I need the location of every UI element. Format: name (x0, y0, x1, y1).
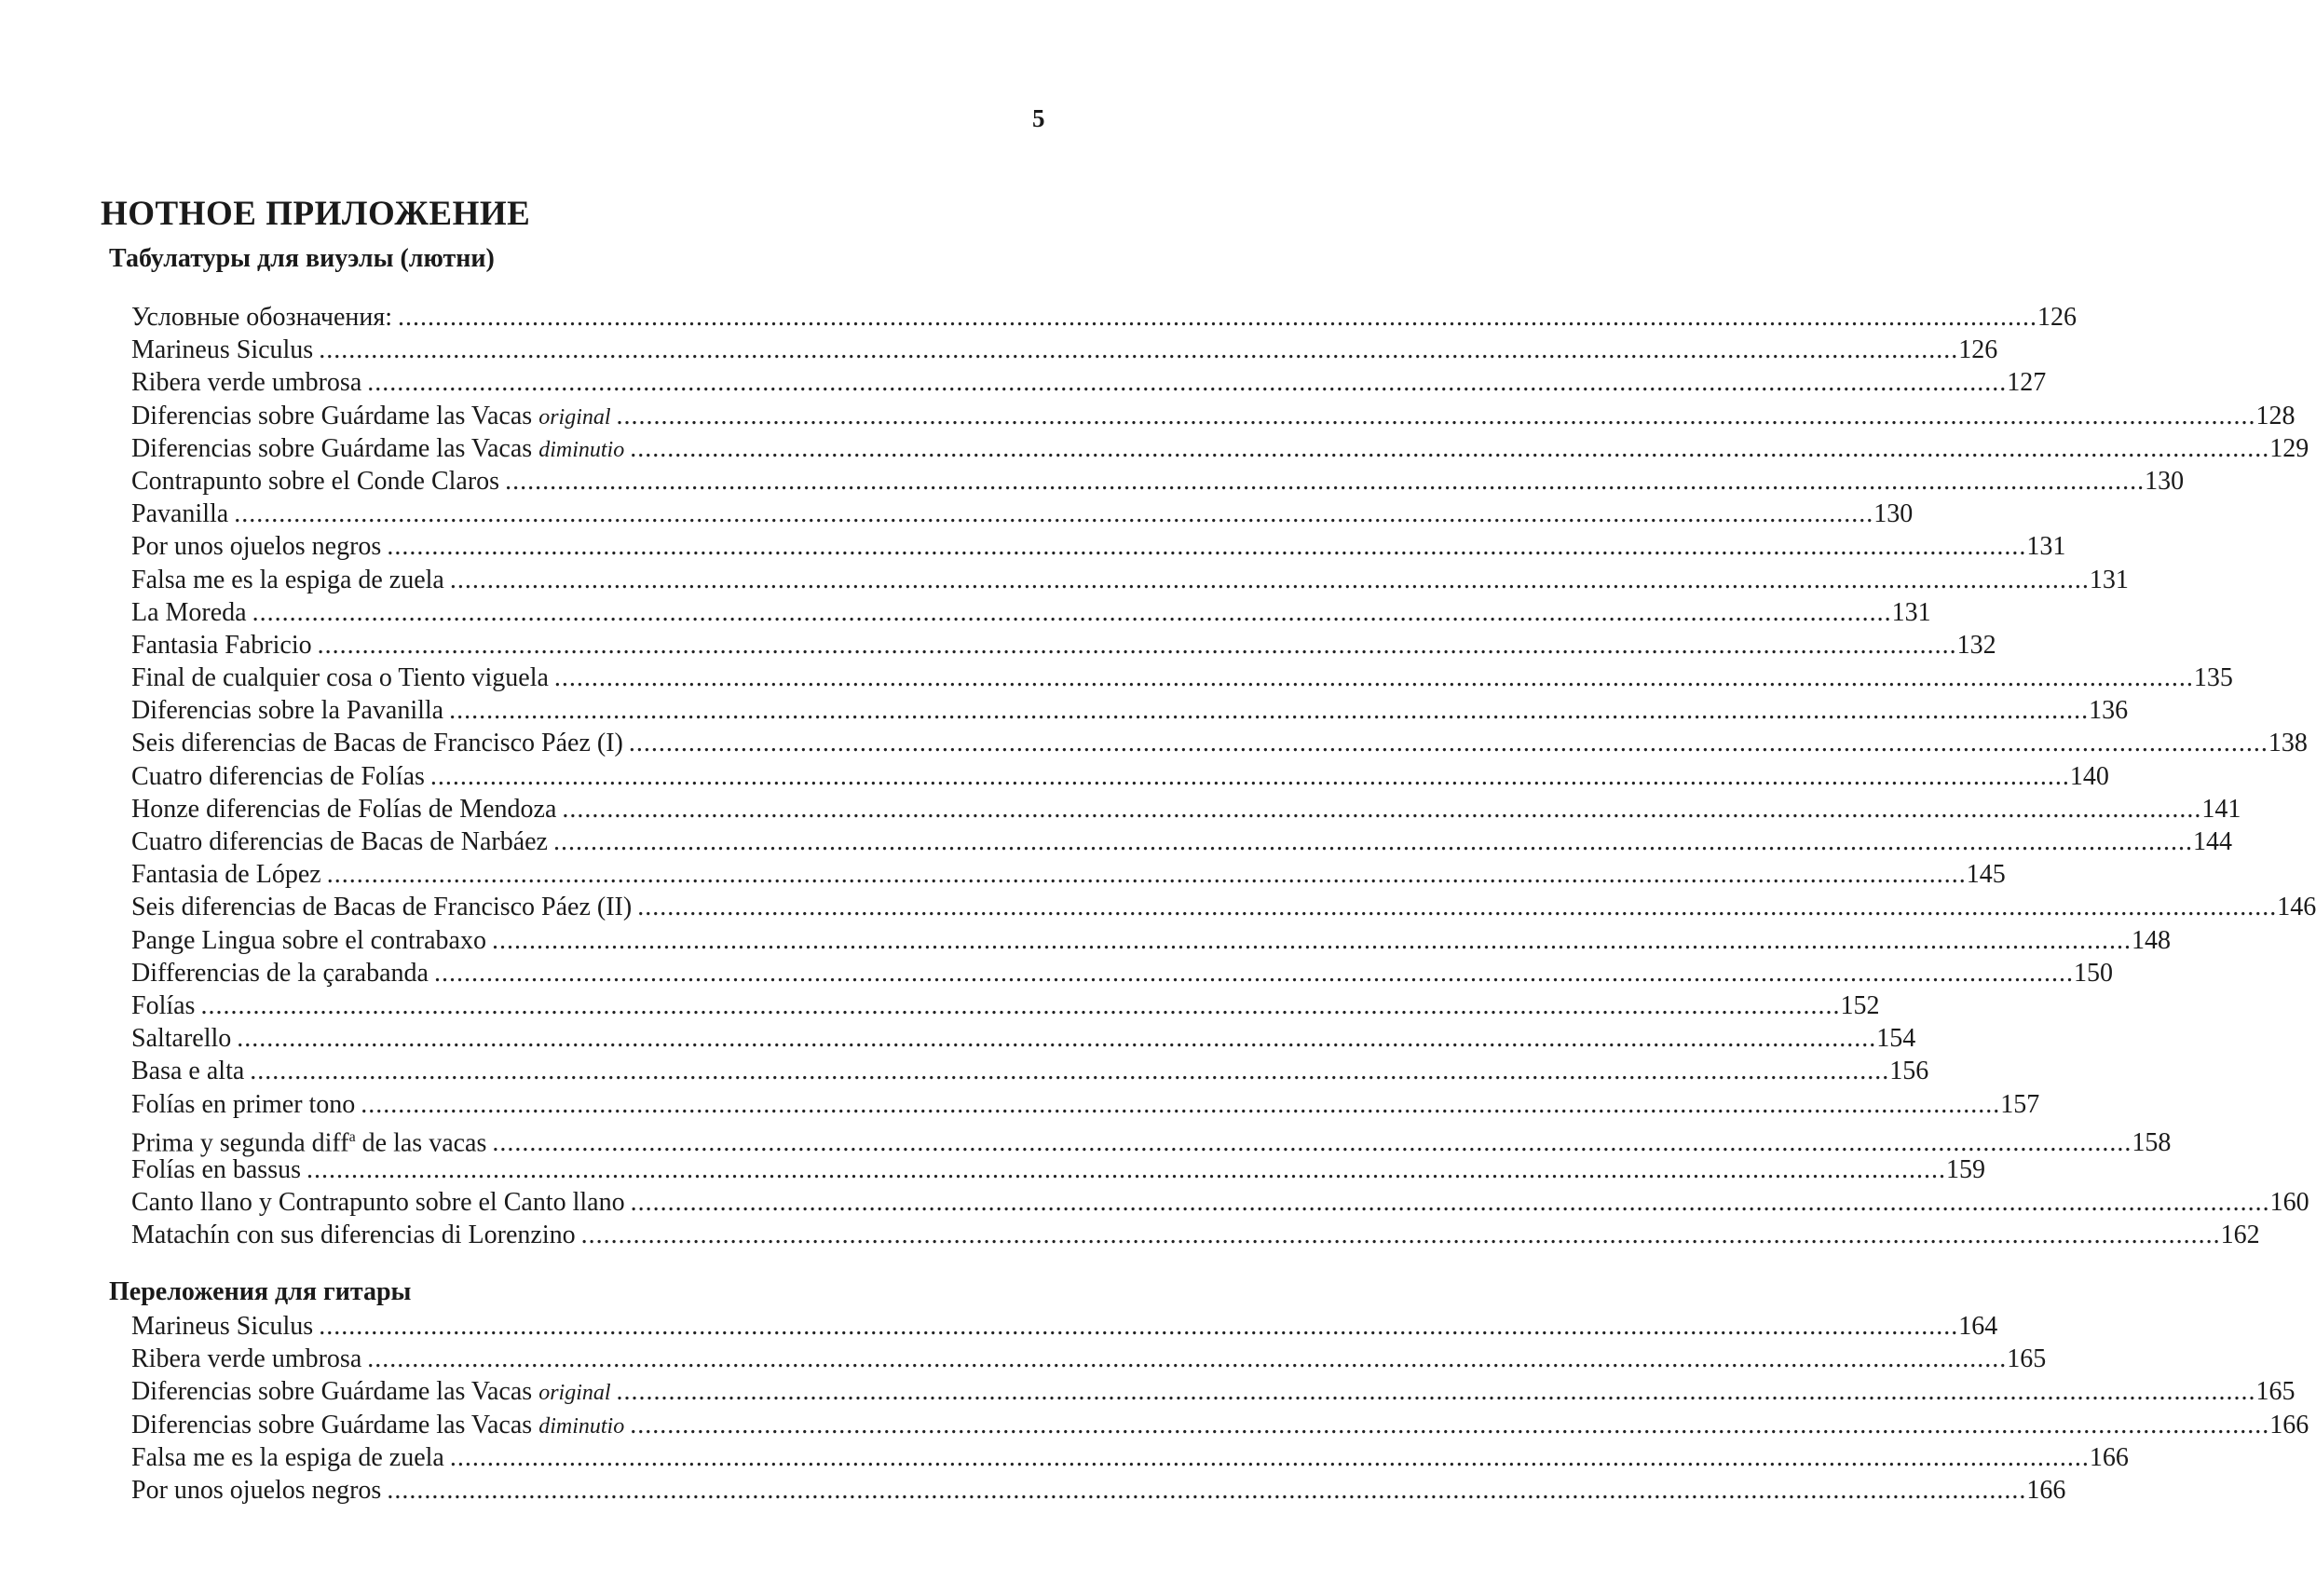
toc-entry-title (131, 989, 195, 1022)
toc-entry (131, 924, 2171, 957)
toc-entry-page: 131 (2026, 532, 2066, 562)
toc-entry-page: 135 (2193, 663, 2233, 693)
page-number: 5 (1032, 104, 1045, 132)
dot-leader: ............................................................................................................................................................................................................................ (429, 761, 2070, 791)
toc-entry-page: 130 (1873, 499, 1914, 529)
toc-entry (131, 662, 2233, 694)
toc-entry (131, 1219, 2260, 1251)
toc-entry-page: 156 (1889, 1057, 1929, 1086)
toc-entry-title (131, 1219, 576, 1251)
toc-entry-title (131, 334, 313, 366)
toc-entry-title-text: Diferencias sobre Guárdame las Vacas (131, 401, 533, 430)
toc-entry-page: 138 (2268, 729, 2308, 758)
toc-entry (131, 564, 2129, 596)
dot-leader: ............................................................................................................................................................................................................................ (637, 893, 2278, 922)
toc-entry-page: 166 (2089, 1442, 2129, 1472)
dot-leader: ............................................................................................................................................................................................................................ (237, 1024, 1877, 1054)
toc-entry-annotation: original (538, 1381, 611, 1406)
toc-entry-title-text: Fantasia Fabricio (131, 630, 312, 660)
toc-entry-page: 129 (2269, 433, 2309, 463)
dot-leader: ............................................................................................................................................................................................................................ (630, 1410, 2270, 1439)
toc-entry (131, 760, 2109, 793)
toc-entry-title-text: Differencias de la çarabanda (131, 958, 429, 988)
dot-leader: ............................................................................................................................................................................................................................ (630, 433, 2270, 463)
toc-entry (131, 825, 2232, 858)
dot-leader: ............................................................................................................................................................................................................................ (492, 1128, 2132, 1158)
toc-entry-title (131, 825, 548, 858)
toc-entry-title (131, 564, 444, 596)
toc-entry (131, 891, 2316, 923)
toc-entry (131, 1121, 2172, 1158)
toc-entry-title (131, 793, 556, 825)
toc-entry (131, 301, 2078, 334)
toc-entry-title-text: Ribera verde umbrosa (131, 368, 362, 398)
toc-entry-page: 131 (2089, 565, 2129, 594)
dot-leader: ............................................................................................................................................................................................................................ (616, 401, 2256, 430)
toc-entry-page: 131 (1891, 597, 1931, 627)
toc-entry-title-text: Falsa me es la espiga de zuela (131, 1442, 444, 1472)
toc-entry-page: 127 (2007, 368, 2047, 398)
toc-entry-page: 164 (1958, 1312, 1998, 1341)
dot-leader: ............................................................................................................................................................................................................................ (200, 990, 1841, 1020)
toc-entry-title-text: Diferencias sobre Guárdame las Vacas (131, 1377, 533, 1407)
toc-entry-title-text: Cuatro diferencias de Bacas de Narbáez (131, 827, 548, 856)
toc-list-guitar (131, 1310, 2309, 1507)
toc-entry-page: 150 (2073, 958, 2113, 988)
toc-entry-title-text: Ribera verde umbrosa (131, 1344, 362, 1374)
toc-entry-title-text: Marineus Siculus (131, 1312, 314, 1341)
dot-leader: ............................................................................................................................................................................................................................ (361, 1089, 2001, 1119)
dot-leader: ............................................................................................................................................................................................................................ (234, 499, 1874, 529)
toc-entry-title-text: Prima y segunda diff (131, 1128, 349, 1158)
toc-entry (131, 957, 2113, 989)
toc-entry (131, 1310, 1998, 1343)
toc-entry-title-text: Diferencias sobre Guárdame las Vacas (131, 433, 533, 463)
dot-leader: ............................................................................................................................................................................................................................ (562, 794, 2202, 824)
dot-leader: ............................................................................................................................................................................................................................ (553, 663, 2194, 693)
dot-leader: ............................................................................................................................................................................................................................ (630, 1188, 2270, 1218)
toc-entry-title (131, 1153, 301, 1186)
dot-leader: ............................................................................................................................................................................................................................ (367, 368, 2008, 398)
dot-leader: ............................................................................................................................................................................................................................ (317, 630, 1957, 660)
toc-entry-title-text: Contrapunto sobre el Conde Claros (131, 466, 500, 496)
toc-entry-page: 126 (2037, 303, 2078, 332)
toc-entry (131, 400, 2296, 432)
toc-entry-title (131, 1343, 361, 1375)
toc-entry-page: 157 (2000, 1089, 2040, 1119)
dot-leader: ............................................................................................................................................................................................................................ (628, 729, 2268, 758)
toc-entry-title (131, 1022, 231, 1055)
toc-entry-page: 128 (2255, 401, 2296, 430)
toc-entry-title (131, 1310, 313, 1343)
toc-entry-title (131, 530, 381, 563)
toc-entry-title-text: Saltarello (131, 1024, 232, 1054)
toc-entry-title-text: Folías en bassus (131, 1154, 301, 1184)
dot-leader: ............................................................................................................................................................................................................................ (616, 1377, 2256, 1407)
toc-entry-title (131, 891, 632, 923)
section-heading-vihuela: Табулатуры для виуэлы (лютни) (109, 244, 495, 273)
toc-entry (131, 432, 2309, 465)
toc-entry-title (131, 924, 486, 957)
toc-entry-title-text: Fantasia de López (131, 860, 321, 890)
dot-leader: ............................................................................................................................................................................................................................ (250, 1057, 1890, 1086)
toc-entry (131, 1343, 2047, 1375)
dot-leader: ............................................................................................................................................................................................................................ (580, 1221, 2221, 1250)
toc-entry-annotation: diminutio (538, 1413, 625, 1439)
section-heading-guitar: Переложения для гитары (109, 1277, 412, 1306)
dot-leader: ............................................................................................................................................................................................................................ (307, 1154, 1946, 1184)
toc-entry-title (131, 1441, 444, 1474)
dot-leader: ............................................................................................................................................................................................................................ (505, 466, 2146, 496)
toc-entry-title (131, 1055, 244, 1087)
toc-entry-title (131, 432, 624, 467)
toc-entry-title (131, 1474, 381, 1507)
toc-entry (131, 1186, 2309, 1219)
toc-entry-title-text: Seis diferencias de Bacas de Francisco Páez (I) (131, 729, 623, 758)
toc-entry (131, 989, 1880, 1022)
dot-leader: ............................................................................................................................................................................................................................ (367, 1344, 2008, 1374)
toc-entry-page: 140 (2069, 761, 2109, 791)
toc-list-vihuela (131, 301, 2316, 1251)
toc-entry (131, 465, 2185, 498)
toc-entry (131, 366, 2047, 399)
toc-entry-page: 146 (2277, 893, 2316, 922)
toc-entry (131, 1022, 1916, 1055)
toc-entry-title (131, 694, 443, 727)
toc-entry-title-suffix: de las vacas (355, 1128, 487, 1158)
toc-entry (131, 1088, 2040, 1121)
toc-entry-page: 144 (2193, 827, 2232, 856)
page-title: НОТНОЕ ПРИЛОЖЕНИЕ (101, 195, 531, 233)
toc-entry-title (131, 498, 228, 530)
toc-entry-title-text: Marineus Siculus (131, 335, 314, 365)
toc-entry-page: 148 (2131, 925, 2171, 955)
toc-entry-title (131, 727, 623, 759)
toc-entry-title-text: Pavanilla (131, 499, 229, 529)
dot-leader: ............................................................................................................................................................................................................................ (398, 303, 2038, 332)
toc-entry-title-text: Условные обозначения: (131, 303, 393, 332)
toc-entry-title-text: Diferencias sobre Guárdame las Vacas (131, 1410, 533, 1439)
dot-leader: ............................................................................................................................................................................................................................ (491, 925, 2132, 955)
toc-entry-title-text: Folías (131, 990, 196, 1020)
toc-entry (131, 793, 2241, 825)
toc-entry-page: 166 (2269, 1410, 2309, 1439)
toc-entry-page: 166 (2026, 1475, 2066, 1505)
toc-entry-page: 162 (2220, 1221, 2260, 1250)
toc-entry-page: 145 (1966, 860, 2006, 890)
toc-entry-page: 126 (1958, 335, 1998, 365)
dot-leader: ............................................................................................................................................................................................................................ (433, 958, 2074, 988)
toc-entry-title (131, 596, 247, 629)
toc-entry-title (131, 760, 425, 793)
toc-entry-title (131, 957, 429, 989)
toc-entry-title-text: Por unos ojuelos negros (131, 1475, 382, 1505)
dot-leader: ............................................................................................................................................................................................................................ (449, 696, 2090, 726)
toc-entry (131, 596, 1931, 629)
toc-entry-title-text: Final de cualquier cosa o Tiento viguela (131, 663, 549, 693)
toc-entry (131, 629, 1996, 662)
toc-entry (131, 727, 2308, 759)
toc-entry-page: 152 (1840, 990, 1880, 1020)
toc-entry-title-text: Diferencias sobre la Pavanilla (131, 696, 444, 726)
toc-entry-title (131, 1409, 624, 1443)
toc-entry-title-text: Folías en primer tono (131, 1089, 356, 1119)
toc-entry-title (131, 400, 611, 434)
dot-leader: ............................................................................................................................................................................................................................ (319, 335, 1959, 365)
toc-entry-title-text: Por unos ojuelos negros (131, 532, 382, 562)
toc-entry-page: 141 (2201, 794, 2241, 824)
toc-entry-page: 165 (2007, 1344, 2047, 1374)
toc-entry (131, 858, 2006, 891)
dot-leader: ............................................................................................................................................................................................................................ (252, 597, 1892, 627)
toc-entry-title (131, 1088, 355, 1121)
toc-entry-page: 136 (2089, 696, 2129, 726)
dot-leader: ............................................................................................................................................................................................................................ (326, 860, 1967, 890)
toc-entry (131, 1055, 1929, 1087)
dot-leader: ............................................................................................................................................................................................................................ (319, 1312, 1959, 1341)
toc-entry (131, 498, 1914, 530)
dot-leader: ............................................................................................................................................................................................................................ (449, 1442, 2090, 1472)
toc-entry-title (131, 858, 321, 891)
dot-leader: ............................................................................................................................................................................................................................ (387, 532, 2027, 562)
toc-entry-title-text: Falsa me es la espiga de zuela (131, 565, 444, 594)
toc-entry (131, 1474, 2066, 1507)
toc-entry-title-text: Canto llano y Contrapunto sobre el Canto llano (131, 1188, 625, 1218)
toc-entry-title (131, 662, 549, 694)
dot-leader: ............................................................................................................................................................................................................................ (449, 565, 2090, 594)
toc-entry-page: 132 (1956, 630, 1996, 660)
toc-entry-page: 159 (1946, 1154, 1985, 1184)
toc-entry-page: 165 (2255, 1377, 2296, 1407)
toc-entry-superscript: a (348, 1128, 356, 1145)
toc-entry-title-text: Pange Lingua sobre el contrabaxo (131, 925, 486, 955)
toc-entry-title (131, 366, 361, 399)
toc-entry-title-text: Basa e alta (131, 1057, 245, 1086)
toc-entry (131, 334, 1998, 366)
toc-entry-title (131, 465, 499, 498)
toc-entry (131, 1441, 2129, 1474)
toc-entry-title (131, 629, 312, 662)
toc-entry (131, 1375, 2296, 1408)
toc-entry-title-text: Matachín con sus diferencias di Lorenzino (131, 1221, 576, 1250)
toc-entry-page: 154 (1876, 1024, 1916, 1054)
toc-entry-annotation: diminutio (538, 437, 625, 462)
dot-leader: ............................................................................................................................................................................................................................ (387, 1475, 2027, 1505)
toc-entry-title-text: Cuatro diferencias de Folías (131, 761, 425, 791)
toc-entry-page: 160 (2269, 1188, 2309, 1218)
toc-entry-title (131, 1186, 625, 1219)
toc-entry (131, 1409, 2309, 1441)
toc-entry-title-text: La Moreda (131, 597, 247, 627)
toc-entry (131, 1153, 1985, 1186)
toc-entry (131, 694, 2129, 727)
dot-leader: ............................................................................................................................................................................................................................ (553, 827, 2193, 856)
toc-entry-title-text: Honze diferencias de Folías de Mendoza (131, 794, 557, 824)
toc-entry-page: 158 (2132, 1128, 2172, 1158)
toc-entry-annotation: original (538, 404, 611, 430)
toc-entry-page: 130 (2145, 466, 2185, 496)
toc-entry-title-text: Seis diferencias de Bacas de Francisco Páez (II) (131, 893, 633, 922)
toc-entry (131, 530, 2066, 563)
toc-entry-title (131, 1375, 611, 1410)
toc-entry-title (131, 301, 392, 334)
